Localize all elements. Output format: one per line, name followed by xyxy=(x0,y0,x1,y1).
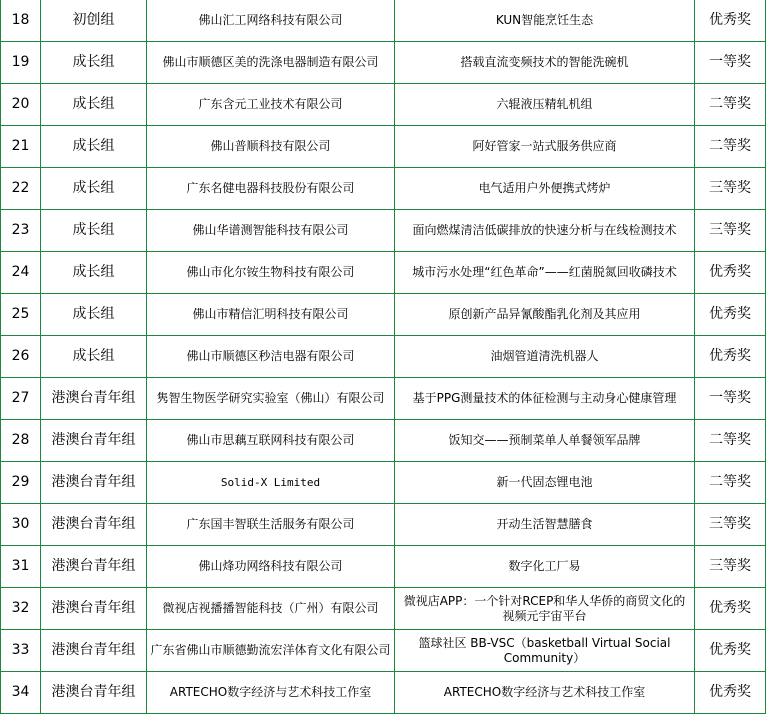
company-cell: 隽智生物医学研究实验室（佛山）有限公司 xyxy=(147,378,395,420)
row-number: 34 xyxy=(1,672,41,714)
row-number: 24 xyxy=(1,252,41,294)
row-number: 19 xyxy=(1,42,41,84)
company-cell: 佛山汇工网络科技有限公司 xyxy=(147,0,395,42)
row-number: 27 xyxy=(1,378,41,420)
row-number: 29 xyxy=(1,462,41,504)
award-cell: 一等奖 xyxy=(695,378,766,420)
group-cell: 初创组 xyxy=(41,0,147,42)
award-cell: 三等奖 xyxy=(695,210,766,252)
row-number: 30 xyxy=(1,504,41,546)
project-cell: 篮球社区 BB-VSC（basketball Virtual Social Community） xyxy=(395,630,695,672)
group-cell: 港澳台青年组 xyxy=(41,630,147,672)
award-cell: 优秀奖 xyxy=(695,672,766,714)
project-cell: 微视店APP：一个针对RCEP和华人华侨的商贸文化的视频元宇宙平台 xyxy=(395,588,695,630)
group-cell: 成长组 xyxy=(41,336,147,378)
table-row xyxy=(1,126,766,168)
company-cell: 佛山市顺德区秒洁电器有限公司 xyxy=(147,336,395,378)
row-number: 22 xyxy=(1,168,41,210)
table-row xyxy=(1,630,766,672)
group-cell: 成长组 xyxy=(41,168,147,210)
table-row xyxy=(1,42,766,84)
project-cell: 城市污水处理“红色革命”——红菌脱氮回收磷技术 xyxy=(395,252,695,294)
company-cell: 佛山普顺科技有限公司 xyxy=(147,126,395,168)
project-cell: 数字化工厂易 xyxy=(395,546,695,588)
company-cell: 佛山市化尔铵生物科技有限公司 xyxy=(147,252,395,294)
award-cell: 二等奖 xyxy=(695,84,766,126)
row-number: 33 xyxy=(1,630,41,672)
project-cell: 新一代固态锂电池 xyxy=(395,462,695,504)
row-number: 32 xyxy=(1,588,41,630)
group-cell: 港澳台青年组 xyxy=(41,378,147,420)
project-cell: 电气适用户外便携式烤炉 xyxy=(395,168,695,210)
table-row xyxy=(1,672,766,714)
company-cell: 微视店视播播智能科技（广州）有限公司 xyxy=(147,588,395,630)
row-number: 20 xyxy=(1,84,41,126)
company-cell: ARTECHO数字经济与艺术科技工作室 xyxy=(147,672,395,714)
project-cell: 基于PPG测量技术的体征检测与主动身心健康管理 xyxy=(395,378,695,420)
company-cell: 广东国丰智联生活服务有限公司 xyxy=(147,504,395,546)
award-cell: 优秀奖 xyxy=(695,630,766,672)
award-cell: 优秀奖 xyxy=(695,588,766,630)
table-row xyxy=(1,546,766,588)
award-cell: 二等奖 xyxy=(695,420,766,462)
group-cell: 成长组 xyxy=(41,252,147,294)
row-number: 28 xyxy=(1,420,41,462)
award-cell: 优秀奖 xyxy=(695,336,766,378)
group-cell: 成长组 xyxy=(41,210,147,252)
award-cell: 优秀奖 xyxy=(695,0,766,42)
company-cell: 佛山华谱测智能科技有限公司 xyxy=(147,210,395,252)
project-cell: 原创新产品异氰酸酯乳化剂及其应用 xyxy=(395,294,695,336)
company-cell: Solid-X Limited xyxy=(147,462,395,504)
group-cell: 港澳台青年组 xyxy=(41,420,147,462)
award-cell: 二等奖 xyxy=(695,126,766,168)
company-cell: 佛山市顺德区美的洗涤电器制造有限公司 xyxy=(147,42,395,84)
company-cell: 佛山市精信汇明科技有限公司 xyxy=(147,294,395,336)
table-row xyxy=(1,294,766,336)
award-cell: 三等奖 xyxy=(695,168,766,210)
award-cell: 三等奖 xyxy=(695,504,766,546)
row-number: 31 xyxy=(1,546,41,588)
group-cell: 港澳台青年组 xyxy=(41,462,147,504)
project-cell: 饭知交——预制菜单人单餐领军品牌 xyxy=(395,420,695,462)
company-cell: 佛山市思藕互联网科技有限公司 xyxy=(147,420,395,462)
row-number: 21 xyxy=(1,126,41,168)
table-row xyxy=(1,0,766,42)
award-cell: 一等奖 xyxy=(695,42,766,84)
table-row xyxy=(1,252,766,294)
group-cell: 成长组 xyxy=(41,294,147,336)
project-cell: 六辊液压精轧机组 xyxy=(395,84,695,126)
company-cell: 广东含元工业技术有限公司 xyxy=(147,84,395,126)
group-cell: 成长组 xyxy=(41,84,147,126)
project-cell: 阿好管家一站式服务供应商 xyxy=(395,126,695,168)
project-cell: 搭载直流变频技术的智能洗碗机 xyxy=(395,42,695,84)
table-row xyxy=(1,588,766,630)
group-cell: 港澳台青年组 xyxy=(41,504,147,546)
project-cell: KUN智能烹饪生态 xyxy=(395,0,695,42)
project-cell: 开动生活智慧膳食 xyxy=(395,504,695,546)
table-row xyxy=(1,378,766,420)
award-cell: 三等奖 xyxy=(695,546,766,588)
row-number: 23 xyxy=(1,210,41,252)
award-cell: 二等奖 xyxy=(695,462,766,504)
table-row xyxy=(1,210,766,252)
project-cell: 油烟管道清洗机器人 xyxy=(395,336,695,378)
table-row xyxy=(1,462,766,504)
company-cell: 佛山烽功网络科技有限公司 xyxy=(147,546,395,588)
table-row xyxy=(1,168,766,210)
table-row xyxy=(1,504,766,546)
awards-table-body xyxy=(1,0,766,714)
project-cell: 面向燃煤清洁低碳排放的快速分析与在线检测技术 xyxy=(395,210,695,252)
company-cell: 广东省佛山市顺德勤流宏洋体育文化有限公司 xyxy=(147,630,395,672)
group-cell: 港澳台青年组 xyxy=(41,672,147,714)
table-row xyxy=(1,420,766,462)
group-cell: 港澳台青年组 xyxy=(41,588,147,630)
row-number: 26 xyxy=(1,336,41,378)
group-cell: 成长组 xyxy=(41,42,147,84)
project-cell: ARTECHO数字经济与艺术科技工作室 xyxy=(395,672,695,714)
award-cell: 优秀奖 xyxy=(695,294,766,336)
table-row xyxy=(1,336,766,378)
table-row xyxy=(1,84,766,126)
award-cell: 优秀奖 xyxy=(695,252,766,294)
company-cell: 广东名健电器科技股份有限公司 xyxy=(147,168,395,210)
group-cell: 成长组 xyxy=(41,126,147,168)
row-number: 25 xyxy=(1,294,41,336)
group-cell: 港澳台青年组 xyxy=(41,546,147,588)
row-number: 18 xyxy=(1,0,41,42)
